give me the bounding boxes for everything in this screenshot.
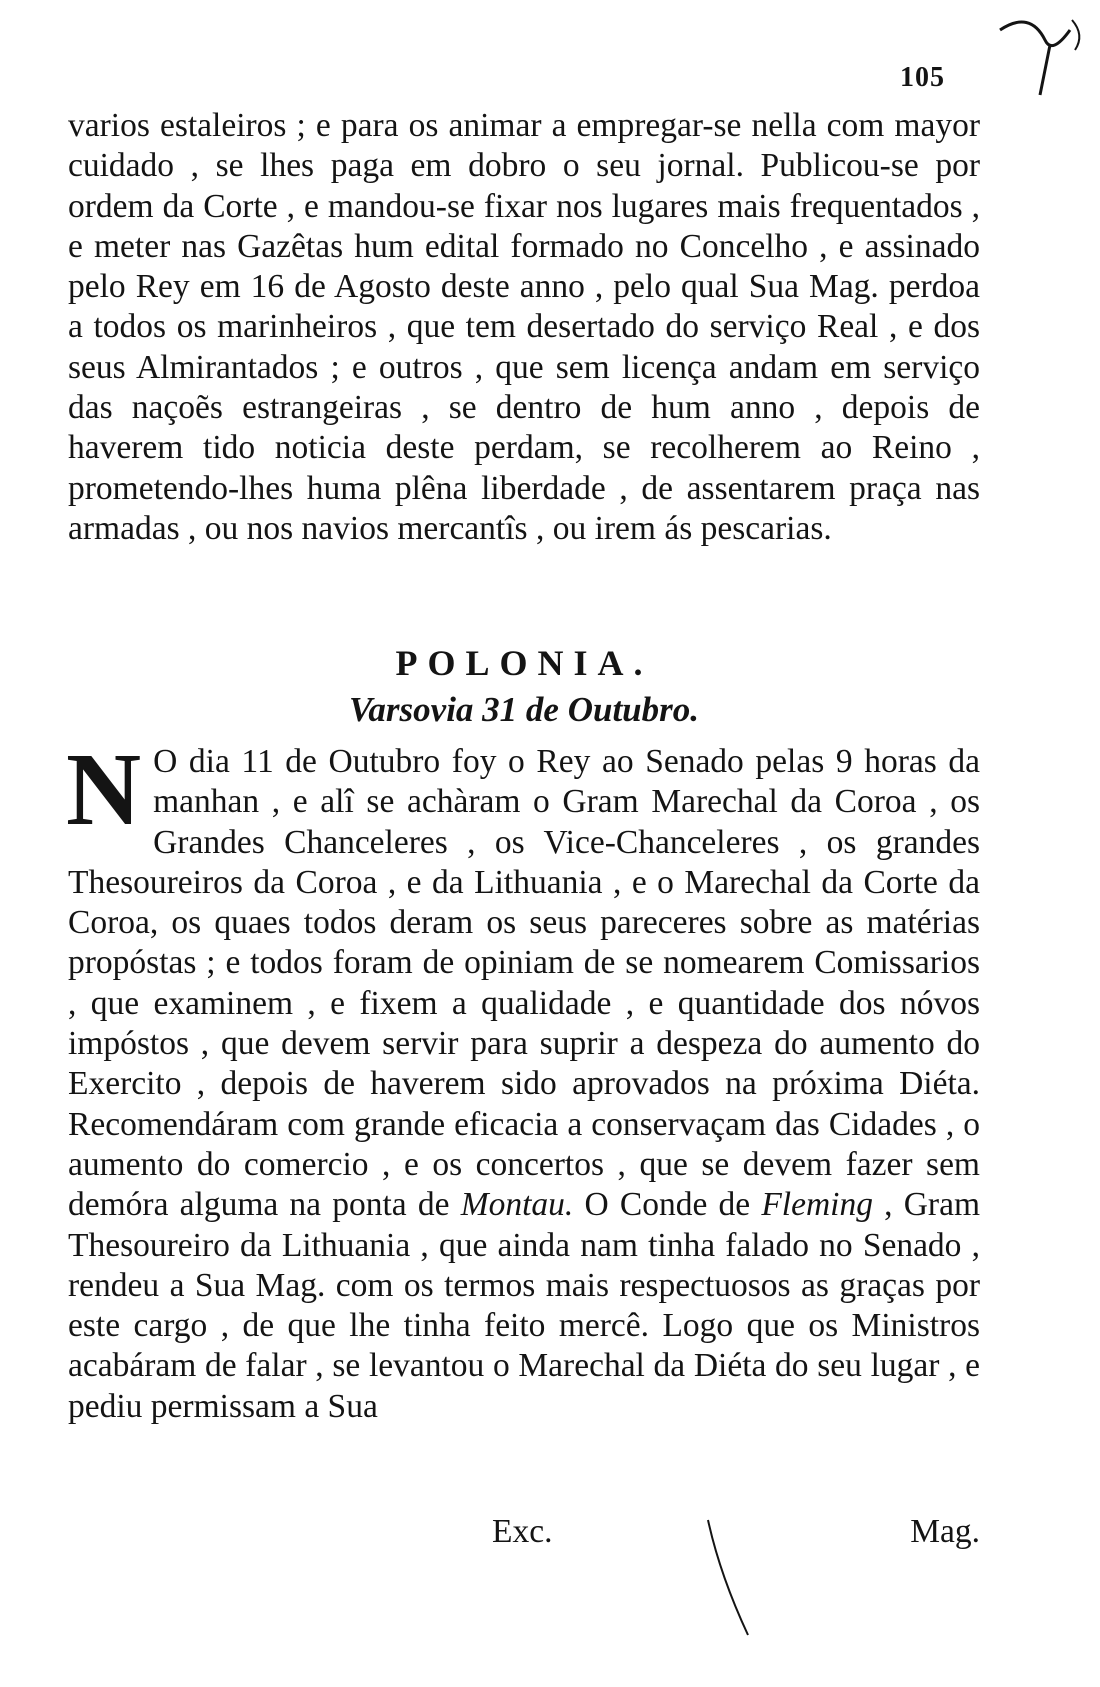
place-name: Montau.: [460, 1186, 574, 1224]
ink-stroke-mark: [700, 1515, 760, 1645]
top-paragraph: varios estaleiros ; e para os animar a empregar-se nella com mayor cuidado , se lhes paga em dobro o seu jornal. Publicou-se por ordem da Corte , e mandou-se fixar nos lugares mais frequentados , e meter nas Gazêtas hum edital formado no Concelho , e assinado pelo Rey em 16 de Agosto deste anno , pelo qual Sua Mag. perdoa a todos os marinheiros , que tem desertado do serviço Real , e dos seus Almirantados ; e outros , que sem licença andam em serviço das naçoẽs estrangeiras , se dentro de hum anno , depois de haverem tido noticia deste perdam, se recolherem ao Reino , prometendo-lhes huma plêna liberdade , de assentarem praça nas armadas , ou nos navios mercantîs , ou irem ás pescarias.: [68, 107, 980, 547]
drop-cap: N: [66, 732, 142, 847]
body-text-part1: O dia 11 de Outubro foy o Rey ao Senado pelas 9 horas da manhan , e alî se achàram o Gram Marechal da Coroa , os Grandes Chanceleres , os Vice-Chanceleres , os grandes Thesoureiros da Coroa , e da Lithuania , e o Marechal da Corte da Coroa, os quaes todos deram os seus pareceres sobre as matérias propóstas ; e todos foram de opiniam de se nomearem Comissarios , que examinem , e fixem a qualidade , e quantidade dos nóvos impóstos , que devem servir para suprir a despeza do aumento do Exercito , depois de haverem sido aprovados na próxima Diéta. Recomendáram com grande eficacia a conservaçam das Cidades , o aumento do comercio , e os concertos , que se devem fazer sem demóra alguma na ponta de: [68, 743, 980, 1224]
catchword-left: Exc.: [492, 1513, 553, 1550]
body-paragraph: [66, 732, 981, 1427]
person-name: Fleming: [761, 1186, 873, 1224]
catchword-right: Mag.: [910, 1513, 980, 1550]
body-text-part3: , Gram Thesoureiro da Lithuania , que ainda nam tinha falado no Senado , rendeu a Sua Mag. com os termos mais respectuosos as graças por este cargo , de que lhe tinha feito mercê. Logo que os Ministros acabáram de falar , se levantou o Marechal da Diéta do seu lugar , e pediu permissam a Sua: [68, 1186, 981, 1425]
section-heading: POLONIA.: [395, 643, 653, 683]
dateline: Varsovia 31 de Outubro.: [348, 690, 700, 729]
body-text-part2: O Conde de: [573, 1186, 762, 1224]
page-number: 105: [900, 62, 945, 93]
ink-scribble-mark: [990, 0, 1100, 110]
